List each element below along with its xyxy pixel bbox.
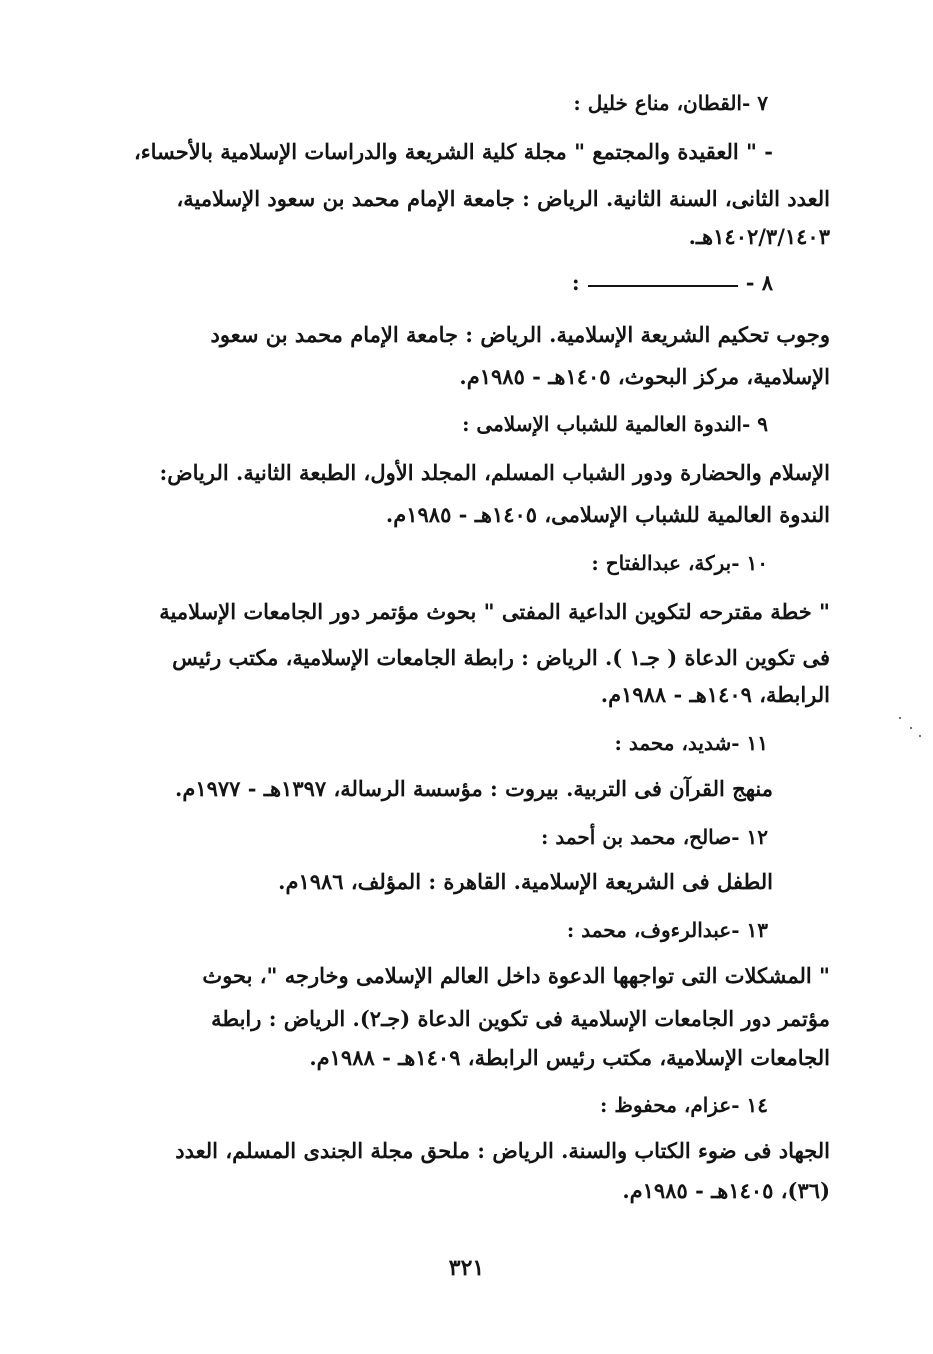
reference-heading: ١٢ -صالح، محمد بن أحمد :: [541, 825, 768, 849]
reference-line: الجهاد فى ضوء الكتاب والسنة. الرياض : ملحق مجلة الجندى المسلم، العدد: [175, 1138, 830, 1163]
reference-line: الطفل فى الشريعة الإسلامية. القاهرة : المؤلف، ١٩٨٦م.: [278, 869, 773, 894]
reference-heading-repeated-author: [572, 268, 773, 298]
reference-line: العدد الثانى، السنة الثانية. الرياض : جامعة الإمام محمد بن سعود الإسلامية،: [176, 186, 830, 211]
reference-line: الرابطة، ١٤٠٩هـ - ١٩٨٨م.: [600, 682, 830, 707]
reference-line: ١٤٠٢/٣/١٤٠٣هـ.: [688, 224, 830, 249]
reference-heading: ١٠ -بركة، عبدالفتاح :: [591, 551, 768, 575]
reference-heading: ١٣ -عبدالرءوف، محمد :: [566, 918, 768, 942]
reference-line: الجامعات الإسلامية، مكتب رئيس الرابطة، ١٤٠٩هـ - ١٩٨٨م.: [309, 1045, 830, 1070]
reference-line: - " العقيدة والمجتمع " مجلة كلية الشريعة والدراسات الإسلامية بالأحساء،: [133, 139, 773, 164]
scan-speck: [919, 735, 921, 737]
reference-line: " المشكلات التى تواجهها الدعوة داخل العالم الإسلامى وخارجه "، بحوث: [202, 963, 830, 988]
reference-line: فى تكوين الدعاة ( جـ١ ). الرياض : رابطة الجامعات الإسلامية، مكتب رئيس: [172, 645, 830, 670]
scan-speck: [910, 727, 912, 729]
reference-line: الإسلام والحضارة ودور الشباب المسلم، المجلد الأول، الطبعة الثانية. الرياض:: [159, 460, 830, 485]
reference-line: الإسلامية، مركز البحوث، ١٤٠٥هـ - ١٩٨٥م.: [459, 364, 830, 389]
reference-line: (٣٦)، ١٤٠٥هـ - ١٩٨٥م.: [622, 1178, 830, 1203]
scan-speck: [899, 717, 901, 719]
reference-heading: ١١ -شديد، محمد :: [614, 731, 768, 755]
reference-line: الندوة العالمية للشباب الإسلامى، ١٤٠٥هـ - ١٩٨٥م.: [385, 502, 830, 527]
reference-number: ٨ -: [745, 270, 773, 295]
reference-colon: :: [571, 270, 580, 295]
reference-heading: ١٤ -عزام، محفوظ :: [600, 1093, 768, 1117]
reference-heading: ٧ -القطان، مناع خليل :: [573, 91, 768, 115]
reference-line: منهج القرآن فى التربية. بيروت : مؤسسة الرسالة، ١٣٩٧هـ - ١٩٧٧م.: [175, 776, 773, 801]
reference-line: مؤتمر دور الجامعات الإسلامية فى تكوين الدعاة (جـ٢). الرياض : رابطة: [211, 1006, 830, 1031]
page-number: ٣٢١: [448, 1255, 485, 1281]
reference-heading: ٩ -الندوة العالمية للشباب الإسلامى :: [462, 412, 768, 436]
reference-line: " خطة مقترحه لتكوين الداعية المفتى " بحوث مؤتمر دور الجامعات الإسلامية: [159, 599, 830, 624]
reference-line: وجوب تحكيم الشريعة الإسلامية. الرياض : جامعة الإمام محمد بن سعود: [210, 322, 830, 347]
author-repeat-rule: [588, 285, 738, 287]
